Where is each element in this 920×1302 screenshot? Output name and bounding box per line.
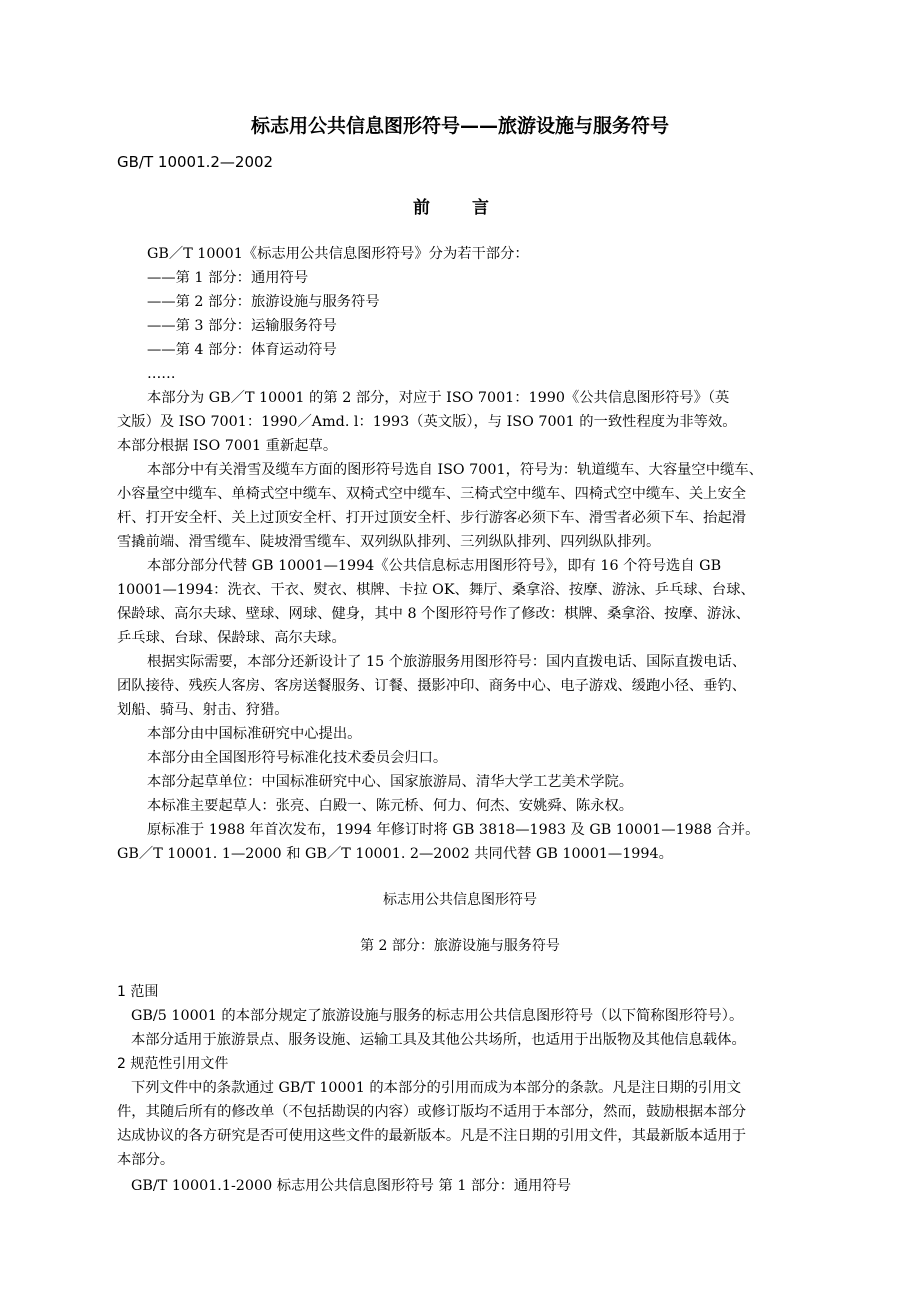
foreword-heading: 前 言 — [413, 198, 507, 218]
section-1-line: 本部分适用于旅游景点、服务设施、运输工具及其他公共场所，也适用于出版物及其他信息载体。 — [131, 1032, 746, 1048]
foreword-line: 本部分由全国图形符号标准化技术委员会归口。 — [147, 750, 448, 766]
foreword-line: 杆、打开安全杆、关上过顶安全杆、打开过顶安全杆、步行游客必须下车、滑雪者必须下车、抬起滑 — [117, 510, 747, 526]
subtitle-line-1: 标志用公共信息图形符号 — [383, 892, 537, 908]
foreword-line: 本标准主要起草人：张亮、白殿一、陈元桥、何力、何杰、安姚舜、陈永权。 — [147, 798, 634, 814]
section-2-line: 下列文件中的条款通过 GB/T 10001 的本部分的引用而成为本部分的条款。凡是注日期的引用文 — [131, 1080, 742, 1096]
foreword-line: 本部分中有关滑雪及缆车方面的图形符号选自 ISO 7001，符号为：轨道缆车、大容量空中缆车、 — [147, 462, 763, 478]
section-2-line: 本部分。 — [117, 1152, 175, 1168]
foreword-line: 团队接待、残疾人客房、客房送餐服务、订餐、摄影冲印、商务中心、电子游戏、缓跑小径、垂钓、 — [117, 678, 747, 694]
foreword-line: GB／T 10001. 1—2000 和 GB／T 10001. 2—2002 共同代替 GB 10001—1994。 — [117, 846, 673, 862]
document-title: 标志用公共信息图形符号——旅游设施与服务符号 — [250, 115, 669, 137]
foreword-line: 原标准于 1988 年首次发布，1994 年修订时将 GB 3818—1983 及 GB 10001—1988 合并。 — [147, 822, 760, 838]
standard-number: GB/T 10001.2—2002 — [117, 153, 274, 171]
foreword-line: 本部分根据 ISO 7001 重新起草。 — [117, 438, 338, 454]
foreword-line: 乒乓球、台球、保龄球、高尔夫球。 — [117, 630, 346, 646]
subtitle-line-2: 第 2 部分：旅游设施与服务符号 — [360, 938, 560, 954]
section-1-line: GB/5 10001 的本部分规定了旅游设施与服务的标志用公共信息图形符号（以下简称图形符号）。 — [131, 1008, 744, 1024]
foreword-line: 划船、骑马、射击、狩猎。 — [117, 702, 289, 718]
foreword-line: 本部分部分代替 GB 10001—1994《公共信息标志用图形符号》，即有 16 个符号选自 GB — [147, 558, 722, 574]
foreword-line: ——第 1 部分：通用符号 — [147, 270, 309, 286]
section-1-heading: 1 范围 — [117, 984, 159, 1000]
foreword-line: ——第 3 部分：运输服务符号 — [147, 318, 337, 334]
foreword-line: 根据实际需要，本部分还新设计了 15 个旅游服务用图形符号：国内直拨电话、国际直拨电话、 — [147, 654, 747, 670]
foreword-line: 本部分由中国标准研究中心提出。 — [147, 726, 362, 742]
foreword-line: 雪撬前端、滑雪缆车、陡坡滑雪缆车、双列纵队排列、三列纵队排列、四列纵队排列。 — [117, 534, 661, 550]
foreword-line: 本部分为 GB／T 10001 的第 2 部分，对应于 ISO 7001：1990《公共信息图形符号》（英 — [147, 390, 730, 406]
section-2-line: 达成协议的各方研究是否可使用这些文件的最新版本。凡是不注日期的引用文件，其最新版本适用于 — [117, 1128, 747, 1144]
section-2-heading: 2 规范性引用文件 — [117, 1056, 229, 1072]
foreword-line: ——第 2 部分：旅游设施与服务符号 — [147, 294, 380, 310]
section-2-line: 件，其随后所有的修改单（不包括勘误的内容）或修订版均不适用于本部分，然而，鼓励根据本部分 — [117, 1104, 747, 1120]
section-2-line: GB/T 10001.1-2000 标志用公共信息图形符号 第 1 部分：通用符号 — [131, 1178, 572, 1194]
foreword-line: …… — [147, 366, 176, 382]
foreword-line: 小容量空中缆车、单椅式空中缆车、双椅式空中缆车、三椅式空中缆车、四椅式空中缆车、关上安全 — [117, 486, 747, 502]
foreword-line: 本部分起草单位：中国标准研究中心、国家旅游局、清华大学工艺美术学院。 — [147, 774, 634, 790]
foreword-line: ——第 4 部分：体育运动符号 — [147, 342, 337, 358]
foreword-line: 保龄球、高尔夫球、壁球、网球、健身，其中 8 个图形符号作了修改：棋牌、桑拿浴、按摩、游泳、 — [117, 606, 750, 622]
foreword-line: 文版）及 ISO 7001：1990／Amd. l：1993（英文版），与 ISO 7001 的一致性程度为非等效。 — [117, 414, 737, 430]
foreword-line: 10001—1994：洗衣、干衣、熨衣、棋牌、卡拉 OK、舞厅、桑拿浴、按摩、游泳、乒乓球、台球、 — [117, 582, 755, 598]
foreword-line: GB／T 10001《标志用公共信息图形符号》分为若干部分： — [147, 246, 529, 262]
